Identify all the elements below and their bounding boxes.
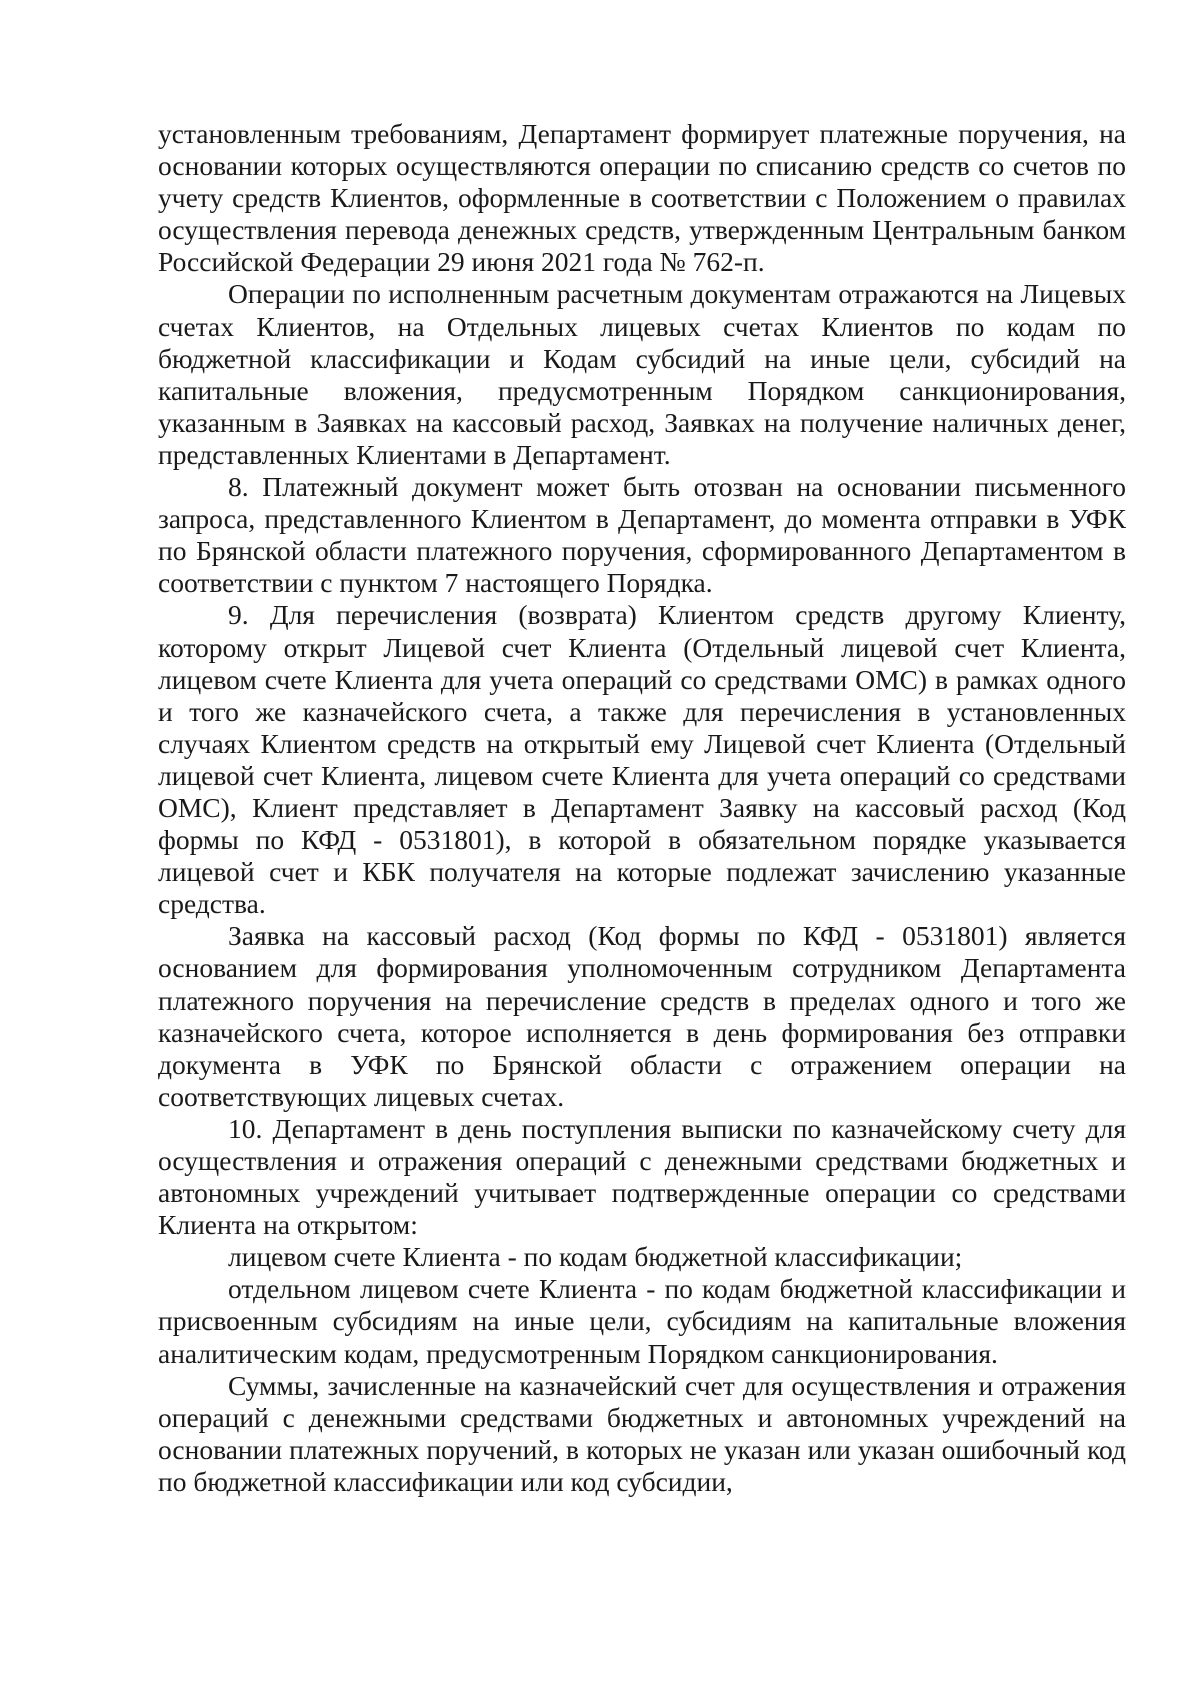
paragraph-cash-request: Заявка на кассовый расход (Код формы по КФД - 0531801) является основанием для формирования уполномоченным сотрудником Департамента платежного поручения на перечисление средств в пределах одного и того же казначейского счета, которое исполняется в день формирования без отправки документа в УФК по Брянской области с отражением операции на соответствующих лицевых счетах. bbox=[158, 920, 1126, 1112]
document-page bbox=[158, 118, 1126, 1498]
paragraph-item-10: 10. Департамент в день поступления выписки по казначейскому счету для осуществления и отражения операций с денежными средствами бюджетных и автономных учреждений учитывает подтвержденные операции со средствами Клиента на открытом: bbox=[158, 1112, 1126, 1241]
paragraph-operations: Операции по исполненным расчетным документам отражаются на Лицевых счетах Клиентов, на Отдельных лицевых счетах Клиентов по кодам по бюджетной классификации и Кодам субсидий на иные цели, субсидий на капитальные вложения, предусмотренным Порядком санкционирования, указанным в Заявках на кассовый расход, Заявках на получение наличных денег, представленных Клиентами в Департамент. bbox=[158, 278, 1126, 470]
paragraph-personal-account: лицевом счете Клиента - по кодам бюджетной классификации; bbox=[228, 1241, 963, 1273]
paragraph-item-8: 8. Платежный документ может быть отозван на основании письменного запроса, представленного Клиентом в Департамент, до момента отправки в УФК по Брянской области платежного поручения, сформированного Департаментом в соответствии с пунктом 7 настоящего Порядка. bbox=[158, 471, 1126, 599]
paragraph-sums: Суммы, зачисленные на казначейский счет для осуществления и отражения операций с денежными средствами бюджетных и автономных учреждений на основании платежных поручений, в которых не указан или указан ошибочный код по бюджетной классификации или код субсидии, bbox=[158, 1369, 1126, 1497]
paragraph-item-9: 9. Для перечисления (возврата) Клиентом средств другому Клиенту, которому открыт Лицевой счет Клиента (Отдельный лицевой счет Клиента, лицевом счете Клиента для учета операций со средствами ОМС) в рамках одного и того же казначейского счета, а также для перечисления в установленных случаях Клиентом средств на открытый ему Лицевой счет Клиента (Отдельный лицевой счет Клиента, лицевом счете Клиента для учета операций со средствами ОМС), Клиент представляет в Департамент Заявку на кассовый расход (Код формы по КФД - 0531801), в которой в обязательном порядке указывается лицевой счет и КБК получателя на которые подлежат зачислению указанные средства. bbox=[158, 599, 1126, 920]
paragraph-continuation: установленным требованиям, Департамент формирует платежные поручения, на основании которых осуществляются операции по списанию средств со счетов по учету средств Клиентов, оформленные в соответствии с Положением о правилах осуществления перевода денежных средств, утвержденным Центральным банком Российской Федерации 29 июня 2021 года № 762-п. bbox=[158, 118, 1126, 278]
paragraph-separate-account: отдельном лицевом счете Клиента - по кодам бюджетной классификации и присвоенным субсидиям на иные цели, субсидиям на капитальные вложения аналитическим кодам, предусмотренным Порядком санкционирования. bbox=[158, 1273, 1126, 1369]
